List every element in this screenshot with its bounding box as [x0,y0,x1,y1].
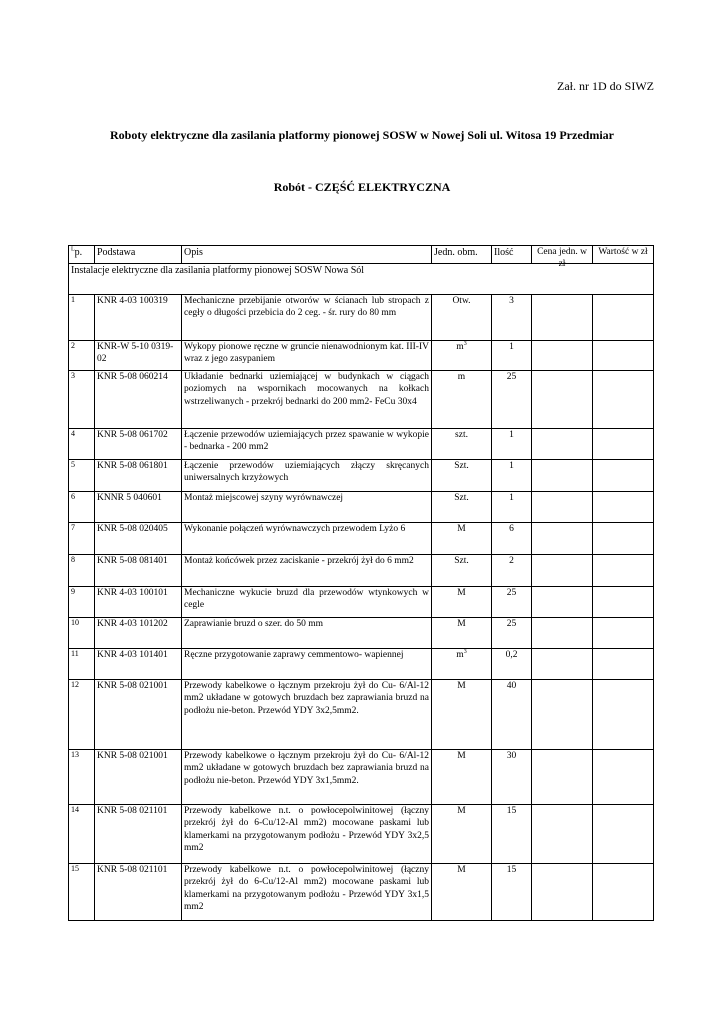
row-podstawa: KNR 4-03 100319 [95,295,182,341]
row-lp: 14 [69,805,95,864]
row-ilosc: 1 [492,341,532,371]
row-opis: Przewody kabelkowe o łącznym przekroju żył do Cu- 6/Al-12 mm2 układane w gotowych bruzdach bez zaprawiania bruzd na podłożu nie-beton. Przewód YDY 3x2,5mm2. [182,680,432,750]
row-podstawa: KNR 5-08 020405 [95,523,182,555]
row-wartosc [593,680,654,750]
row-opis: Mechaniczne wykucie bruzd dla przewodów wtynkowych w cegle [182,587,432,618]
row-podstawa: KNR 4-03 101202 [95,618,182,649]
row-opis: Montaż końcówek przez zaciskanie - przekrój żył do 6 mm2 [182,555,432,587]
row-opis: Układanie bednarki uziemiającej w budynkach w ciągach poziomych na wspornikach mocowanych na kołkach wstrzeliwanych - przekrój bednarki do 200 mm2- FeCu 30x4 [182,371,432,429]
row-podstawa: KNNR 5 040601 [95,492,182,523]
row-wartosc [593,805,654,864]
table-row [69,460,654,492]
row-jedn: M [432,618,492,649]
row-cena [532,649,593,680]
row-wartosc [593,618,654,649]
row-ilosc: 3 [492,295,532,341]
table-row [69,523,654,555]
row-podstawa: KNR 5-08 021101 [95,864,182,921]
row-ilosc: 15 [492,805,532,864]
row-wartosc [593,649,654,680]
row-ilosc: 1 [492,492,532,523]
row-opis: Ręczne przygotowanie zaprawy cemmentowo- wapiennej [182,649,432,680]
column-header-opis: Opis [182,246,432,264]
row-jedn: $m^3$ [432,341,492,371]
row-lp: 11 [69,649,95,680]
row-cena [532,618,593,649]
row-cena [532,587,593,618]
row-lp: 1 [69,295,95,341]
row-jedn: M [432,805,492,864]
row-podstawa: KNR 5-08 081401 [95,555,182,587]
row-jedn: M [432,680,492,750]
row-wartosc [593,555,654,587]
row-lp: 3 [69,371,95,429]
row-cena [532,864,593,921]
row-lp: 5 [69,460,95,492]
row-wartosc [593,429,654,460]
row-jedn: M [432,587,492,618]
row-cena [532,805,593,864]
column-header-lp: $^L$p. [69,246,95,264]
table-row [69,295,654,341]
section-title: Instalacje elektryczne dla zasilania platformy pionowej SOSW Nowa Sól [69,264,654,295]
column-header-ilosc: Ilość [492,246,532,264]
row-ilosc: 15 [492,864,532,921]
table-row [69,805,654,864]
table-header-row [69,246,654,264]
column-header-cena: Cena jedn. w zł [532,246,593,264]
row-podstawa: KNR-W 5-10 0319-02 [95,341,182,371]
row-ilosc: 25 [492,587,532,618]
row-lp: 15 [69,864,95,921]
table-row [69,341,654,371]
row-podstawa: KNR 5-08 060214 [95,371,182,429]
row-cena [532,492,593,523]
row-jedn: Szt. [432,555,492,587]
table-row [69,864,654,921]
row-jedn: Szt. [432,492,492,523]
row-podstawa: KNR 4-03 100101 [95,587,182,618]
row-opis: Wykopy pionowe ręczne w gruncie nienawodnionym kat. III-IV wraz z jego zasypaniem [182,341,432,371]
cost-estimate-table [68,245,654,921]
row-cena [532,555,593,587]
row-opis: Przewody kabelkowe o łącznym przekroju żył do Cu- 6/Al-12 mm2 układane w gotowych bruzdach bez zaprawiania bruzd na podłożu nie-beton. Przewód YDY 3x1,5mm2. [182,750,432,805]
row-opis: Montaż miejscowej szyny wyrównawczej [182,492,432,523]
row-ilosc: 25 [492,618,532,649]
row-wartosc [593,750,654,805]
row-lp: 8 [69,555,95,587]
row-opis: Mechaniczne przebijanie otworów w ścianach lub stropach z cegły o długości przebicia do 2 ceg. - śr. rury do 80 mm [182,295,432,341]
row-wartosc [593,295,654,341]
column-header-podstawa: Podstawa [95,246,182,264]
row-ilosc: 40 [492,680,532,750]
row-opis: Łączenie przewodów uziemiających złączy skręcanych uniwersalnych krzyżowych [182,460,432,492]
row-lp: 2 [69,341,95,371]
table-row [69,618,654,649]
row-podstawa: KNR 5-08 021001 [95,680,182,750]
unit-exponent: 3 [463,341,467,347]
table-row [69,555,654,587]
row-wartosc [593,492,654,523]
row-jedn: Otw. [432,295,492,341]
row-jedn: m [432,371,492,429]
row-cena [532,680,593,750]
row-lp: 7 [69,523,95,555]
unit-exponent: 3 [463,649,467,655]
row-lp: 4 [69,429,95,460]
row-podstawa: KNR 4-03 101401 [95,649,182,680]
section-row [69,264,654,295]
row-cena [532,341,593,371]
row-cena [532,750,593,805]
row-wartosc [593,460,654,492]
column-header-jedn: Jedn. obm. [432,246,492,264]
row-lp: 12 [69,680,95,750]
row-opis: Łączenie przewodów uziemiających przez spawanie w wykopie - bednarka - 200 mm2 [182,429,432,460]
row-wartosc [593,864,654,921]
document-title: Roboty elektryczne dla zasilania platformy pionowej SOSW w Nowej Soli ul. Witosa 19 Przedmiar [110,128,614,142]
row-jedn: $m^3$ [432,649,492,680]
row-ilosc: 25 [492,371,532,429]
table-row [69,680,654,750]
table-row [69,429,654,460]
row-ilosc: 1 [492,460,532,492]
row-lp: 6 [69,492,95,523]
row-jedn: szt. [432,429,492,460]
table-row [69,649,654,680]
document-subtitle: Robót - CZĘŚĆ ELEKTRYCZNA [273,180,451,194]
row-cena [532,295,593,341]
row-ilosc: 0,2 [492,649,532,680]
row-cena [532,460,593,492]
table-row [69,492,654,523]
row-cena [532,371,593,429]
table-row [69,371,654,429]
row-ilosc: 6 [492,523,532,555]
row-ilosc: 30 [492,750,532,805]
row-lp: 13 [69,750,95,805]
row-wartosc [593,523,654,555]
row-ilosc: 1 [492,429,532,460]
row-ilosc: 2 [492,555,532,587]
row-jedn: M [432,523,492,555]
row-opis: Wykonanie połączeń wyrównawczych przewodem Lyżo 6 [182,523,432,555]
row-podstawa: KNR 5-08 021001 [95,750,182,805]
row-opis: Przewody kabelkowe n.t. o powłocepolwinitowej (łączny przekrój żył do 6-Cu/12-Al mm2) mocowane paskami lub klamerkami na przygotowanym podłożu - Przewód YDY 3x1,5 mm2 [182,864,432,921]
row-wartosc [593,371,654,429]
attachment-label: Zał. nr 1D do SIWZ [557,79,654,93]
row-podstawa: KNR 5-08 061702 [95,429,182,460]
row-opis: Przewody kabelkowe n.t. o powłocepolwinitowej (łączny przekrój żył do 6-Cu/12-Al mm2) mocowane paskami lub klamerkami na przygotowanym podłożu - Przewód YDY 3x2,5 mm2 [182,805,432,864]
column-header-wartosc: Wartość w zł [593,246,654,264]
row-wartosc [593,341,654,371]
row-jedn: M [432,750,492,805]
row-jedn: M [432,864,492,921]
row-podstawa: KNR 5-08 021101 [95,805,182,864]
row-lp: 9 [69,587,95,618]
table-row [69,750,654,805]
row-opis: Zaprawianie bruzd o szer. do 50 mm [182,618,432,649]
row-cena [532,429,593,460]
table-row [69,587,654,618]
row-lp: 10 [69,618,95,649]
row-wartosc [593,587,654,618]
row-cena [532,523,593,555]
row-jedn: Szt. [432,460,492,492]
row-podstawa: KNR 5-08 061801 [95,460,182,492]
